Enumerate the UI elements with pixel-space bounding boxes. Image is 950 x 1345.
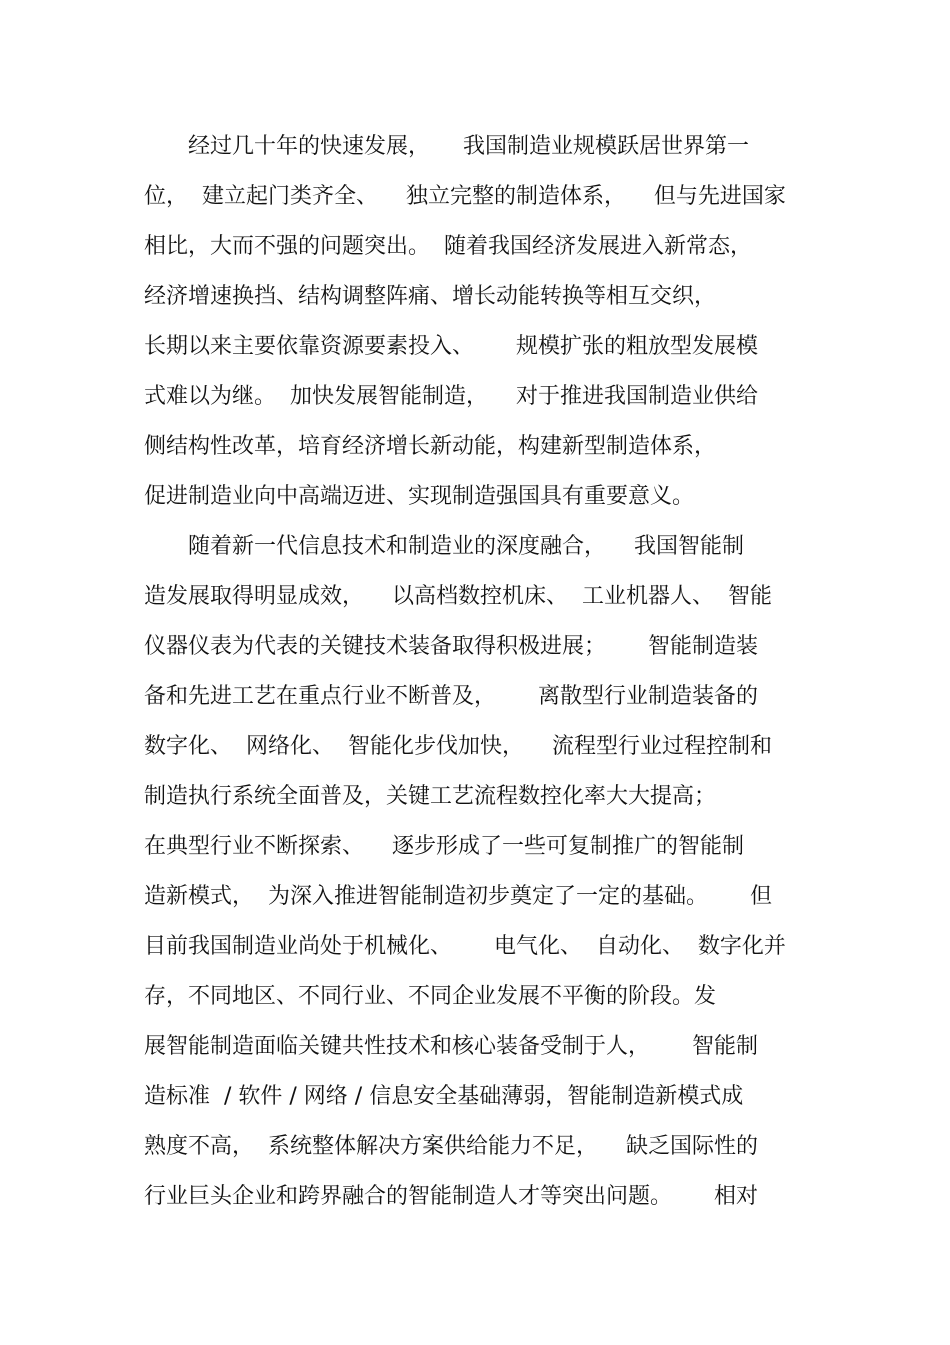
text-line: 随着新一代信息技术和制造业的深度融合， 我国智能制 xyxy=(144,534,744,559)
text-line: 存，不同地区、不同行业、不同企业发展不平衡的阶段。发 xyxy=(144,984,717,1009)
text-line: 相比，大而不强的问题突出。 随着我国经济发展进入新常态， xyxy=(144,234,752,259)
text-line: 经济增速换挡、结构调整阵痛、增长动能转换等相互交织， xyxy=(144,284,717,309)
text-line: 式难以为继。 加快发展智能制造， 对于推进我国制造业供给 xyxy=(144,384,758,409)
body-text xyxy=(144,128,824,1228)
text-line: 数字化、 网络化、 智能化步伐加快， 流程型行业过程控制和 xyxy=(144,734,772,759)
text-line: 在典型行业不断探索、 逐步形成了一些可复制推广的智能制 xyxy=(144,834,744,859)
text-line: 造发展取得明显成效， 以高档数控机床、 工业机器人、 智能 xyxy=(144,584,772,609)
text-line: 长期以来主要依靠资源要素投入、 规模扩张的粗放型发展模 xyxy=(144,334,758,359)
text-line: 展智能制造面临关键共性技术和核心装备受制于人， 智能制 xyxy=(144,1034,758,1059)
text-line: 经过几十年的快速发展， 我国制造业规模跃居世界第一 xyxy=(144,134,750,159)
text-line: 仪器仪表为代表的关键技术装备取得积极进展； 智能制造装 xyxy=(144,634,758,659)
text-line: 侧结构性改革，培育经济增长新动能，构建新型制造体系， xyxy=(144,434,717,459)
text-line: 造新模式， 为深入推进智能制造初步奠定了一定的基础。 但 xyxy=(144,884,772,909)
text-line: 行业巨头企业和跨界融合的智能制造人才等突出问题。 相对 xyxy=(144,1184,758,1209)
text-line: 造标准 / 软件 / 网络 / 信息安全基础薄弱，智能制造新模式成 xyxy=(144,1084,744,1109)
text-line: 备和先进工艺在重点行业不断普及， 离散型行业制造装备的 xyxy=(144,684,758,709)
text-line: 目前我国制造业尚处于机械化、 电气化、 自动化、 数字化并 xyxy=(144,934,786,959)
text-line: 制造执行系统全面普及，关键工艺流程数控化率大大提高； xyxy=(144,784,717,809)
text-line: 位， 建立起门类齐全、 独立完整的制造体系， 但与先进国家 xyxy=(144,184,786,209)
text-line: 熟度不高， 系统整体解决方案供给能力不足， 缺乏国际性的 xyxy=(144,1134,758,1159)
text-line: 促进制造业向中高端迈进、实现制造强国具有重要意义。 xyxy=(144,484,695,509)
